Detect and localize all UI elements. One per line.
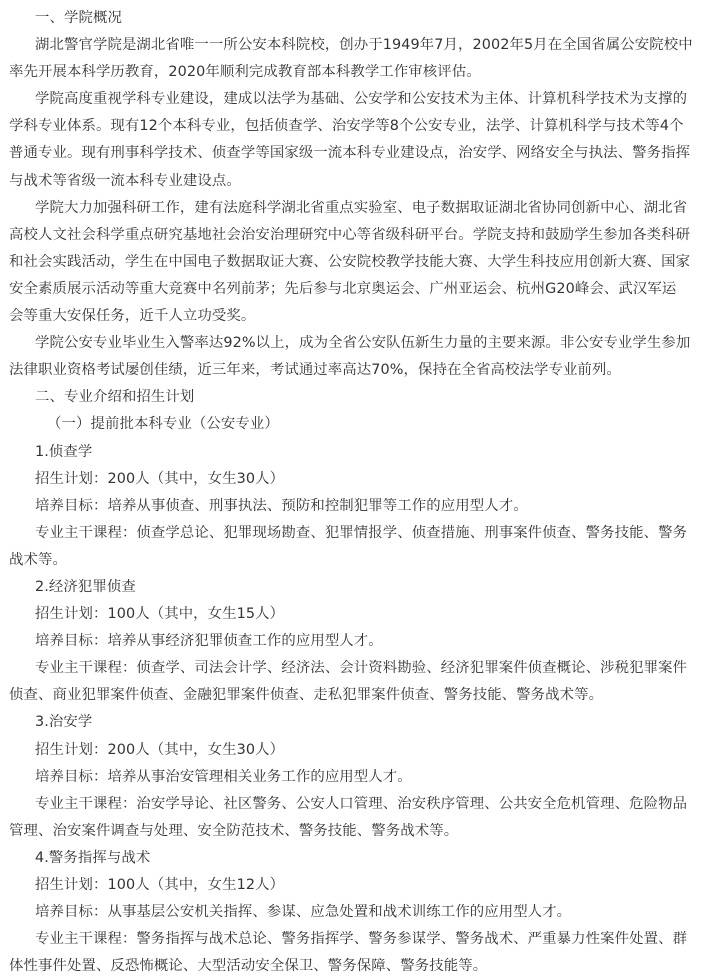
paragraph-continuation: 体性事件处置、反恐怖概论、大型活动安全保卫、警务保障、警务技能等。 — [9, 958, 488, 975]
section-heading: 二、专业介绍和招生计划 — [35, 389, 195, 406]
list-item-line: 招生计划：100人（其中，女生12人） — [35, 877, 285, 893]
paragraph-continuation: 率先开展本科学历教育，2020年顺利完成教育部本科教学工作审核评估。 — [9, 64, 481, 81]
list-item-line: 招生计划：200人（其中，女生30人） — [35, 470, 285, 487]
list-item-line: 4.警务指挥与战术 — [35, 849, 151, 866]
paragraph-continuation: 与战术等省级一流本科专业建设点。 — [9, 172, 241, 189]
paragraph-line: 专业主干课程：警务指挥与战术总论、警务指挥学、警务参谋学、警务战术、严重暴力性案件处置、群 — [35, 931, 688, 948]
paragraph-line: 专业主干课程：侦查学总论、犯罪现场勘查、犯罪情报学、侦查措施、刑事案件侦查、警务技能、警务 — [35, 524, 688, 541]
section-heading: 一、学院概况 — [35, 10, 122, 26]
list-item-line: 培养目标：培养从事治安管理相关业务工作的应用型人才。 — [35, 768, 412, 785]
paragraph-line: 学院大力加强科研工作，建有法庭科学湖北省重点实验室、电子数据取证湖北省协同创新中心、湖北省 — [35, 199, 688, 216]
paragraph-continuation: 高校人文社会科学重点研究基地社会治安治理研究中心等省级科研平台。学院支持和鼓励学生参加各类科研 — [9, 226, 691, 243]
paragraph-line: 学院高度重视学科专业建设，建成以法学为基础、公安学和公安技术为主体、计算机科学技术为支撑的 — [35, 91, 688, 108]
subsection-heading: （一）提前批本科专业（公安专业） — [47, 416, 279, 433]
paragraph-continuation: 安全素质展示活动等重大竞赛中名列前茅；先后参与北京奥运会、广州亚运会、杭州G20峰会、武汉军运 — [9, 280, 677, 297]
list-item-line: 培养目标：培养从事侦查、刑事执法、预防和控制犯罪等工作的应用型人才。 — [35, 497, 528, 514]
paragraph-line: 专业主干课程：治安学导论、社区警务、公安人口管理、治安秩序管理、公共安全危机管理、危险物品 — [35, 795, 688, 812]
paragraph-continuation: 战术等。 — [9, 551, 67, 568]
list-item-line: 1.侦查学 — [35, 443, 93, 460]
paragraph-line: 湖北警官学院是湖北省唯一一所公安本科院校，创办于1949年7月，2002年5月在全国省属公安院校中 — [35, 37, 693, 54]
paragraph-continuation: 学科专业体系。现有12个本科专业，包括侦查学、治安学等8个公安专业，法学、计算机科学与技术等4个 — [9, 118, 684, 135]
paragraph-continuation: 普通专业。现有刑事科学技术、侦查学等国家级一流本科专业建设点，治安学、网络安全与执法、警务指挥 — [9, 145, 691, 162]
list-item-line: 培养目标：培养从事经济犯罪侦查工作的应用型人才。 — [35, 633, 383, 650]
list-item-line: 招生计划：200人（其中，女生30人） — [35, 741, 285, 758]
list-item-line: 2.经济犯罪侦查 — [35, 578, 136, 595]
list-item-line: 3.治安学 — [35, 714, 93, 731]
list-item-line: 招生计划：100人（其中，女生15人） — [35, 606, 285, 623]
paragraph-continuation: 法律职业资格考试屡创佳绩，近三年来，考试通过率高达70%，保持在全省高校法学专业前列。 — [9, 362, 621, 379]
paragraph-line: 学院公安专业毕业生入警率达92%以上，成为全省公安队伍新生力量的主要来源。非公安专业学生参加 — [35, 335, 691, 352]
list-item-line: 培养目标：从事基层公安机关指挥、参谋、应急处置和战术训练工作的应用型人才。 — [35, 904, 572, 921]
paragraph-continuation: 侦查、商业犯罪案件侦查、金融犯罪案件侦查、走私犯罪案件侦查、警务技能、警务战术等。 — [9, 687, 604, 704]
paragraph-line: 专业主干课程：侦查学、司法会计学、经济法、会计资料勘验、经济犯罪案件侦查概论、涉税犯罪案件 — [35, 660, 688, 677]
paragraph-continuation: 和社会实践活动，学生在中国电子数据取证大赛、公安院校教学技能大赛、大学生科技应用创新大赛、国家 — [9, 253, 691, 270]
paragraph-continuation: 会等重大安保任务，近千人立功受奖。 — [9, 308, 256, 325]
paragraph-continuation: 管理、治安案件调查与处理、安全防范技术、警务技能、警务战术等。 — [9, 822, 459, 839]
